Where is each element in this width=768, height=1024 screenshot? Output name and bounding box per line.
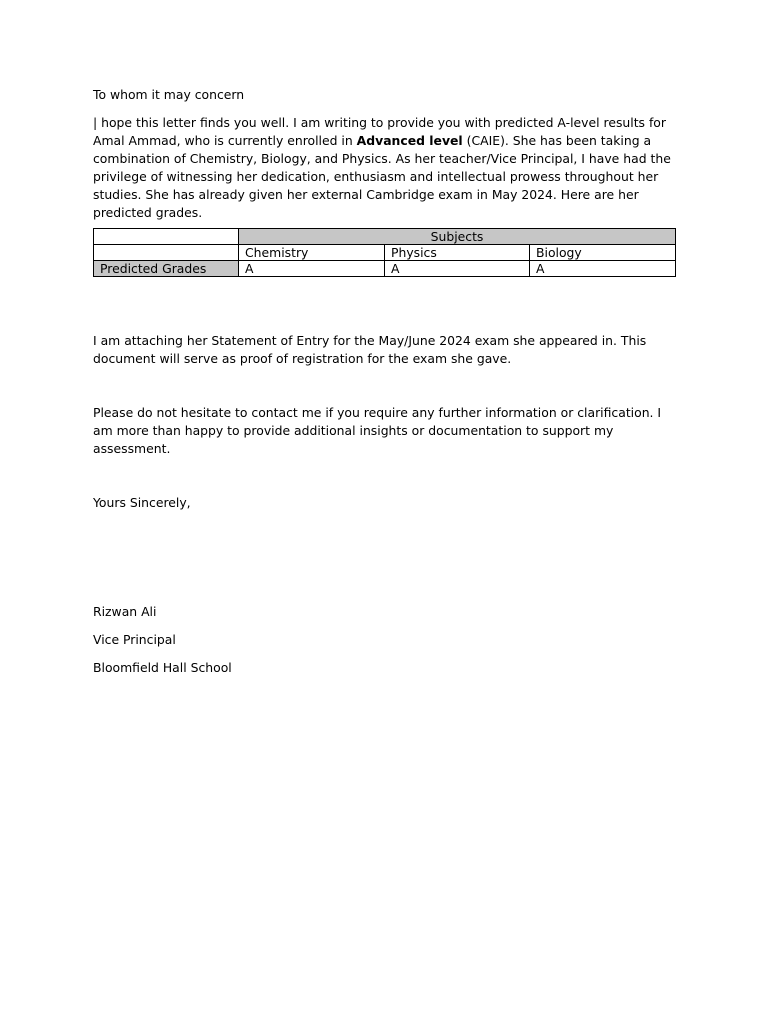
grade-cell-physics: A <box>385 261 530 277</box>
closing-line: Yours Sincerely, <box>93 495 191 510</box>
table-empty-cell <box>94 245 239 261</box>
contact-paragraph: Please do not hesitate to contact me if you require any further information or clarification. I am more than happy to provide additional insights or documentation to support my assessment. <box>93 405 662 456</box>
intro-text-end: (CAIE). She has been taking a combination of Chemistry, Biology, and Physics. As her teacher/Vice Principal, I have had the privilege of witnessing her dedication, enthusiasm and intellectual prowess throughout her studies. She has already given her external Cambridge exam in May 2024. Here are her predicted grades. <box>93 133 671 220</box>
intro-bold-text: Advanced level <box>356 133 463 148</box>
grade-cell-chemistry: A <box>239 261 385 277</box>
letter-body <box>93 86 675 687</box>
signatory-name: Rizwan Ali <box>93 604 157 619</box>
grades-row <box>94 261 676 277</box>
signatory-title: Vice Principal <box>93 632 176 647</box>
subjects-header-cell: Subjects <box>239 229 676 245</box>
subject-cell-biology: Biology <box>530 245 676 261</box>
subject-cell-chemistry: Chemistry <box>239 245 385 261</box>
intro-text-start: | hope this letter finds you well. I am writing to provide you with predicted A-level results for Amal Ammad, who is currently enrolled in <box>93 115 666 148</box>
school-name: Bloomfield Hall School <box>93 660 232 675</box>
predicted-grades-table <box>93 228 676 277</box>
grade-cell-biology: A <box>530 261 676 277</box>
attachment-paragraph: I am attaching her Statement of Entry for the May/June 2024 exam she appeared in. This document will serve as proof of registration for the exam she gave. <box>93 333 647 366</box>
subjects-row <box>94 245 676 261</box>
predicted-grades-label: Predicted Grades <box>94 261 239 277</box>
salutation: To whom it may concern <box>93 87 245 102</box>
table-corner-cell <box>94 229 239 245</box>
table-header-row <box>94 229 676 245</box>
spacer <box>93 277 675 332</box>
intro-paragraph <box>93 114 675 222</box>
subject-cell-physics: Physics <box>385 245 530 261</box>
